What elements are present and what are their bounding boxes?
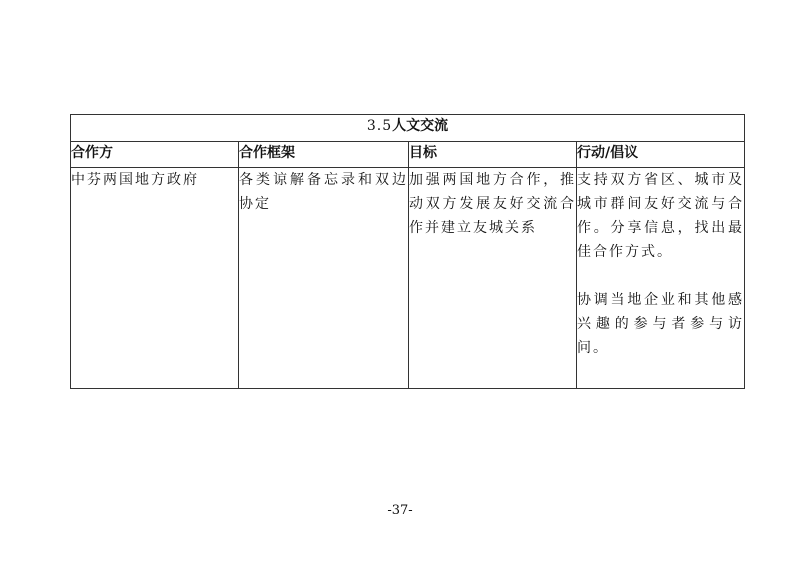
header-party: 合作方 xyxy=(71,142,239,168)
table-row xyxy=(71,168,745,389)
cell-framework xyxy=(239,168,409,389)
section-label: 人文交流 xyxy=(392,118,449,134)
framework-text: 各类谅解备忘录和双边协定 xyxy=(239,172,408,212)
party-text: 中芬两国地方政府 xyxy=(71,172,199,188)
header-row xyxy=(71,142,745,168)
header-action: 行动/倡议 xyxy=(577,142,745,168)
cooperation-table xyxy=(70,114,745,389)
cell-party xyxy=(71,168,239,389)
section-title-row xyxy=(71,115,745,142)
header-goal: 目标 xyxy=(409,142,577,168)
section-title xyxy=(71,115,745,142)
page-number: -37- xyxy=(387,503,413,518)
action-text-2: 协调当地企业和其他感兴趣的参与者参与访问。 xyxy=(577,292,745,356)
header-framework: 合作框架 xyxy=(239,142,409,168)
section-number: 3.5 xyxy=(366,118,393,134)
action-text-1: 支持双方省区、城市及城市群间友好交流与合作。分享信息，找出最佳合作方式。 xyxy=(577,172,745,260)
cell-action xyxy=(577,168,745,389)
cell-goal xyxy=(409,168,577,389)
paragraph-gap xyxy=(577,264,744,288)
goal-text: 加强两国地方合作，推动双方发展友好交流合作并建立友城关系 xyxy=(409,172,576,236)
